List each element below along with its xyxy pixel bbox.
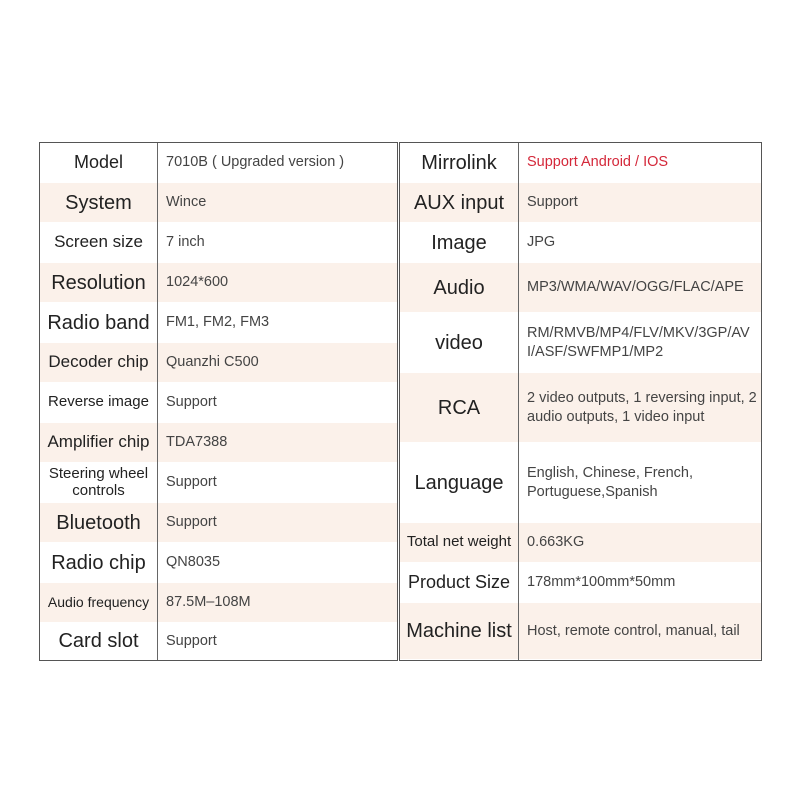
value-audio: MP3/WMA/WAV/OGG/FLAC/APE	[519, 263, 761, 313]
value-language: English, Chinese, French, Portuguese,Spanish	[519, 443, 761, 523]
value-steering-wheel-controls: Support	[158, 463, 397, 503]
label-audio-frequency: Audio frequency	[40, 583, 157, 623]
value-resolution: 1024*600	[158, 263, 397, 303]
value-total-net-weight: 0.663KG	[519, 523, 761, 563]
label-machine-list: Machine list	[400, 603, 518, 659]
label-video: video	[400, 313, 518, 373]
label-column	[40, 143, 158, 660]
label-audio: Audio	[400, 263, 518, 313]
label-radio-chip: Radio chip	[40, 543, 157, 583]
value-column	[158, 143, 397, 660]
value-system: Wince	[158, 183, 397, 223]
value-bluetooth: Support	[158, 503, 397, 543]
label-card-slot: Card slot	[58, 630, 139, 652]
value-model: 7010B ( Upgraded version )	[158, 143, 397, 183]
spec-table-right	[399, 142, 762, 661]
label-system: System	[40, 183, 157, 223]
value-column	[519, 143, 761, 660]
label-resolution: Resolution	[40, 263, 157, 303]
value-machine-list: Host, remote control, manual, tail	[519, 603, 761, 659]
label-decoder-chip: Decoder chip	[40, 343, 157, 383]
label-radio-band: Radio band	[40, 303, 157, 343]
value-amplifier-chip: TDA7388	[158, 423, 397, 463]
value-mirrolink: Support Android / IOS	[519, 143, 761, 183]
value-radio-chip: QN8035	[158, 543, 397, 583]
label-product-size: Product Size	[400, 563, 518, 603]
value-product-size: 178mm*100mm*50mm	[519, 563, 761, 603]
value-radio-band: FM1, FM2, FM3	[158, 303, 397, 343]
label-image: Image	[400, 223, 518, 263]
label-model: Model	[40, 143, 157, 183]
label-bluetooth: Bluetooth	[40, 503, 157, 543]
label-screen-size: Screen size	[40, 223, 157, 263]
label-language: Language	[400, 443, 518, 523]
label-rca: RCA	[400, 373, 518, 443]
label-mirrolink: Mirrolink	[400, 143, 518, 183]
value-screen-size: 7 inch	[158, 223, 397, 263]
value-video: RM/RMVB/MP4/FLV/MKV/3GP/AVI/ASF/SWFMP1/MP2	[519, 313, 761, 373]
value-image: JPG	[519, 223, 761, 263]
value-card-slot: Support	[166, 632, 217, 649]
spec-table-left	[39, 142, 398, 661]
label-steering-wheel-controls: Steering wheel controls	[40, 463, 157, 503]
label-column	[400, 143, 519, 660]
value-decoder-chip: Quanzhi C500	[158, 343, 397, 383]
label-total-net-weight: Total net weight	[400, 523, 518, 563]
label-reverse-image: Reverse image	[40, 383, 157, 423]
value-aux-input: Support	[519, 183, 761, 223]
label-aux-input: AUX input	[400, 183, 518, 223]
value-rca: 2 video outputs, 1 reversing input, 2 audio outputs, 1 video input	[519, 373, 761, 443]
value-reverse-image: Support	[158, 383, 397, 423]
label-amplifier-chip: Amplifier chip	[40, 423, 157, 463]
value-audio-frequency: 87.5M–108M	[158, 583, 397, 623]
